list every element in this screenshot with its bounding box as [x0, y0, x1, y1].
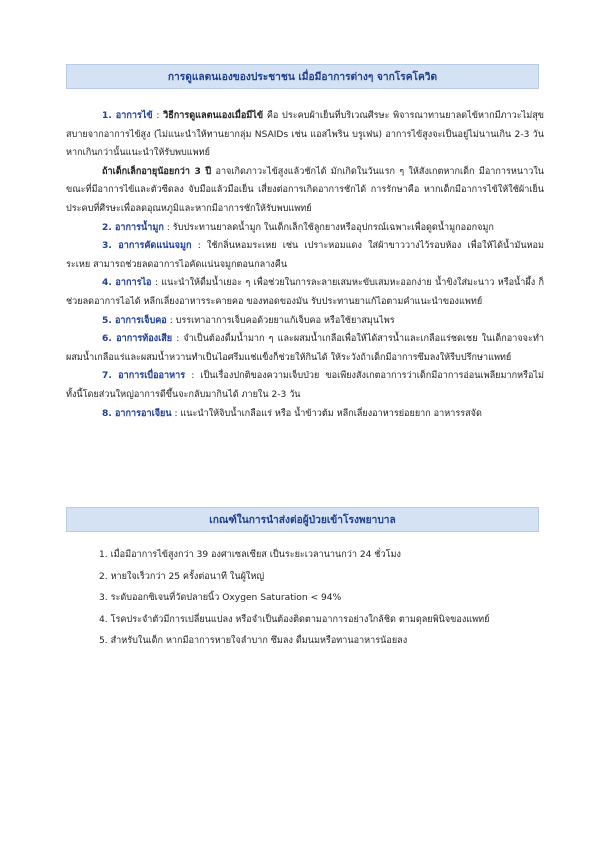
symptom-heading: 8. อาการอาเจียน — [102, 408, 172, 419]
symptom-heading: 1. อาการไข้ — [102, 111, 153, 121]
symptom-paragraph — [66, 405, 544, 424]
section-title-self-care: การดูแลตนเองของประชาชน เมื่อมีอาการต่างๆ จากโรคโควิด — [66, 64, 539, 89]
symptom-text: : รับประทานยาลดน้ำมูก ในเด็กเล็กใช้ลูกยางหรืออุปกรณ์เฉพาะเพื่อดูดน้ำมูกออกจมูก — [166, 222, 494, 233]
symptom-text: อาจเกิดภาวะไข้สูงแล้วชักได้ มักเกิดในวันแรก ๆ ให้สังเกตหากเด็ก มีอาการหนาวในขณะที่มีอาการไข้และตัวซีดลง จับมือแล้วมือเย็น เสี่ยงต่อการเกิดอาการชักได้ การรักษาคือ หากเด็กมีอาการไข้ให้ใช้ผ้าเย็นประคบที่ศีรษะเพื่อลดอุณหภูมิและหากมีอาการชักให้รับพบแพทย์ — [66, 166, 544, 214]
criteria-item: 4. โรคประจำตัวมีการเปลี่ยนแปลง หรือจำเป็นต้องติดตามอาการอย่างใกล้ชิด ตามดุลยพินิจของแพทย์ — [99, 614, 490, 625]
symptom-paragraph — [66, 163, 544, 219]
symptom-heading: 4. อาการไอ — [102, 278, 152, 289]
symptom-paragraph — [66, 274, 544, 311]
symptom-heading: 7. อาการเบื่ออาหาร — [102, 371, 186, 382]
symptom-paragraph — [66, 312, 544, 331]
symptom-text: : แนะนำให้จิบน้ำเกลือแร่ หรือ น้ำข้าวต้ม หลีกเลี่ยงอาหารย่อยยาก อาหารรสจัด — [174, 408, 482, 419]
criteria-item: 2. หายใจเร็วกว่า 25 ครั้งต่อนาที ในผู้ใหญ่ — [99, 571, 265, 582]
criteria-item: 5. สำหรับในเด็ก หากมีอาการหายใจลำบาก ซึมลง ดื่มนมหรือทานอาหารน้อยลง — [99, 636, 408, 646]
symptom-paragraph — [66, 219, 544, 238]
symptom-list — [66, 107, 544, 423]
symptom-paragraph — [66, 237, 544, 274]
symptom-text: : บรรเทาอาการเจ็บคอด้วยยาแก้เจ็บคอ หรือใช้ยาสมุนไพร — [169, 315, 395, 326]
symptom-paragraph: 1. อาการไข้ : วิธีการดูแลตนเองเมื่อมีไข้ คือ ประคบผ้าเย็นที่บริเวณศีรษะ พิจารณาทานยาลดไข้หากมีภาวะไม่สุขสบายจากอาการไข้สูง (ไม่แนะนำให้ทานยากลุ่ม NSAIDs เช่น แอสไพริน บรูเฟน) อาการไข้สูงจะเป็นอยู่ไม่นานเกิน 2-3 วัน หากเกินกว่านั้นแนะนำให้รับพบแพทย์ — [66, 111, 544, 159]
symptom-text: : แนะนำให้ดื่มน้ำเยอะ ๆ เพื่อช่วยในการละลายเสมหะขับเสมหะออกง่าย น้ำขิงใส่มะนาว หรือน้ำผึ้ง ก็ช่วยลดอาการไอได้ หลีกเลี่ยงอาหารระคายคอ ของทอดของมัน รับประทานยาแก้ไอตามคำแนะนำของแพทย์ — [66, 278, 544, 307]
symptom-heading: 3. อาการคัดแน่นจมูก — [102, 241, 192, 252]
symptom-text: : จำเป็นต้องดื่มน้ำมาก ๆ และผสมน้ำเกลือเพื่อให้ได้สารน้ำและเกลือแร่ชดเชย ในเด็กอาจจะทำผสมน้ำเกลือแร่และผสมน้ำหวานทำเป็นไอศรีมแช่แข็งก็ช่วยให้กินได้ ให้ระวังถ้าเด็กมีอาการซึมลงให้รีบปรึกษาแพทย์ — [66, 334, 544, 363]
symptom-paragraph — [66, 367, 544, 404]
criteria-item: 1. เมื่อมีอาการไข้สูงกว่า 39 องศาเซลเซียส เป็นระยะเวลานานกว่า 24 ชั่วโมง — [99, 550, 401, 560]
symptom-text: : เป็นเรื่องปกติของความเจ็บป่วย ขอเพียงสังเกตอาการว่าเด็กมีอาการอ่อนเพลียมากหรือไม่ ทั้งนี้โดยส่วนใหญ่อาการดีขึ้นจะกลับมากินได้ ภายใน 2-3 วัน — [66, 371, 544, 400]
symptom-subheading: วิธีการดูแลตนเองเมื่อมีไข้ — [163, 111, 264, 121]
symptom-heading: 2. อาการน้ำมูก — [102, 222, 164, 233]
symptom-text: : ใช้กลิ่นหอมระเหย เช่น เปราะหอมแดง ใส่ผ้าขาววางไว้รอบห้อง เพื่อให้ได้น้ำมันหอมระเหย สามารถช่วยลดอาการไอคัดแน่นจมูกตอนกลางคืน — [66, 241, 545, 270]
criteria-item: 3. ระดับออกซิเจนที่วัดปลายนิ้ว Oxygen Saturation < 94% — [99, 593, 342, 603]
section-title-referral-criteria: เกณฑ์ในการนำส่งต่อผู้ป่วยเข้าโรงพยาบาล — [66, 507, 539, 532]
symptom-heading: 6. อาการท้องเสีย — [102, 334, 173, 345]
referral-criteria-list — [99, 545, 549, 653]
symptom-heading: 5. อาการเจ็บคอ — [102, 315, 167, 326]
symptom-paragraph — [66, 330, 544, 367]
symptom-text: คือ ประคบผ้าเย็นที่บริเวณศีรษะ พิจารณาทานยาลดไข้หากมีภาวะไม่สุขสบายจากอาการไข้สูง (ไม่แนะนำให้ทานยากลุ่ม NSAIDs เช่น แอสไพริน บรูเฟน) อาการไข้สูงจะเป็นอยู่ไม่นานเกิน 2-3 วัน หากเกินกว่านั้นแนะนำให้รับพบแพทย์ — [66, 111, 544, 159]
symptom-subheading: ถ้าเด็กเล็กอายุน้อยกว่า 3 ปี — [102, 166, 212, 177]
